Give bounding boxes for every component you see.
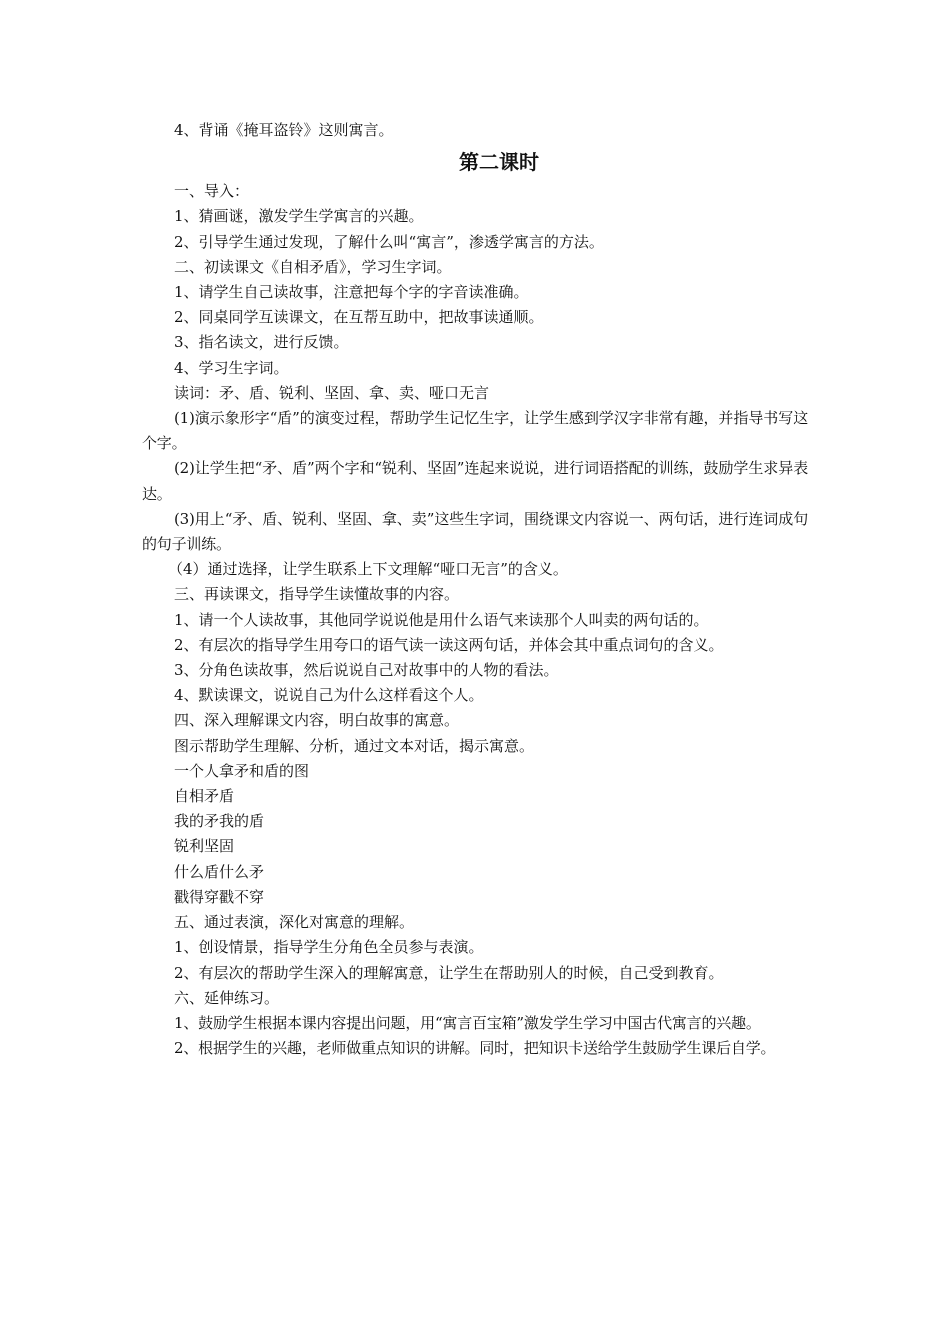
diagram-line: 自相矛盾 [174,787,235,806]
list-item: 1、请学生自己读故事，注意把每个字的字音读准确。 [174,283,529,302]
list-item: （4）通过选择，让学生联系上下文理解“哑口无言”的含义。 [168,560,568,579]
list-item: 4、学习生字词。 [174,358,289,377]
list-item: 3、指名读文，进行反馈。 [174,333,349,352]
section-heading-understand: 四、深入理解课文内容，明白故事的寓意。 [174,711,460,730]
paragraph: (2)让学生把“矛、盾”两个字和“锐利、坚固”连起来说说，进行词语搭配的训练，鼓励学生求异表达。 [142,459,808,503]
paragraph: (1)演示象形字“盾”的演变过程，帮助学生记忆生字，让学生感到学汉字非常有趣，并指导书写这个字。 [142,409,808,453]
list-item: 1、创设情景，指导学生分角色全员参与表演。 [174,938,484,957]
list-item: 2、有层次的帮助学生深入的理解寓意，让学生在帮助别人的时候，自己受到教育。 [174,963,724,982]
document-body [142,118,808,1061]
paragraph: 2、根据学生的兴趣，老师做重点知识的讲解。同时，把知识卡送给学生鼓励学生课后自学。 [174,1039,776,1058]
section-heading-first-read: 二、初读课文《自相矛盾》，学习生字词。 [174,257,452,276]
diagram-line: 戳得穿戳不穿 [174,887,265,906]
section-heading-performance: 五、通过表演，深化对寓意的理解。 [174,913,415,932]
page-title: 第二课时 [459,150,539,175]
diagram-line: 我的矛我的盾 [174,812,265,831]
paragraph: 1、鼓励学生根据本课内容提出问题，用“寓言百宝箱”激发学生学习中国古代寓言的兴趣。 [174,1013,761,1032]
diagram-line: 锐利坚固 [174,837,235,856]
list-item: 1、猜画谜，激发学生学寓言的兴趣。 [174,207,424,226]
diagram-line: 什么盾什么矛 [174,862,265,881]
section-heading-intro: 一、导入： [174,182,250,201]
section-heading-extension: 六、延伸练习。 [174,988,280,1007]
section-heading-reread: 三、再读课文，指导学生读懂故事的内容。 [174,585,460,604]
vocabulary-line: 读词：矛、盾、锐利、坚固、拿、卖、哑口无言 [174,383,490,402]
list-item: 2、同桌同学互读课文，在互帮互助中，把故事读通顺。 [174,308,544,327]
diagram-note: 一个人拿矛和盾的图 [174,761,310,780]
paragraph: (3)用上“矛、盾、锐利、坚固、拿、卖”这些生字词，围绕课文内容说一、两句话，进行连词成句的句子训练。 [142,509,808,554]
list-item: 2、引导学生通过发现，了解什么叫“寓言”，渗透学寓言的方法。 [174,232,604,251]
list-item: 4、默读课文，说说自己为什么这样看这个人。 [174,686,484,705]
list-item: 图示帮助学生理解、分析，通过文本对话，揭示寓意。 [174,736,535,755]
review-item-recite: 4、背诵《掩耳盗铃》这则寓言。 [174,121,394,139]
list-item: 3、分角色读故事，然后说说自己对故事中的人物的看法。 [174,661,559,680]
list-item: 2、有层次的指导学生用夸口的语气读一读这两句话，并体会其中重点词句的含义。 [174,635,724,654]
list-item: 1、请一个人读故事，其他同学说说他是用什么语气来读那个人叫卖的两句话的。 [174,610,709,629]
